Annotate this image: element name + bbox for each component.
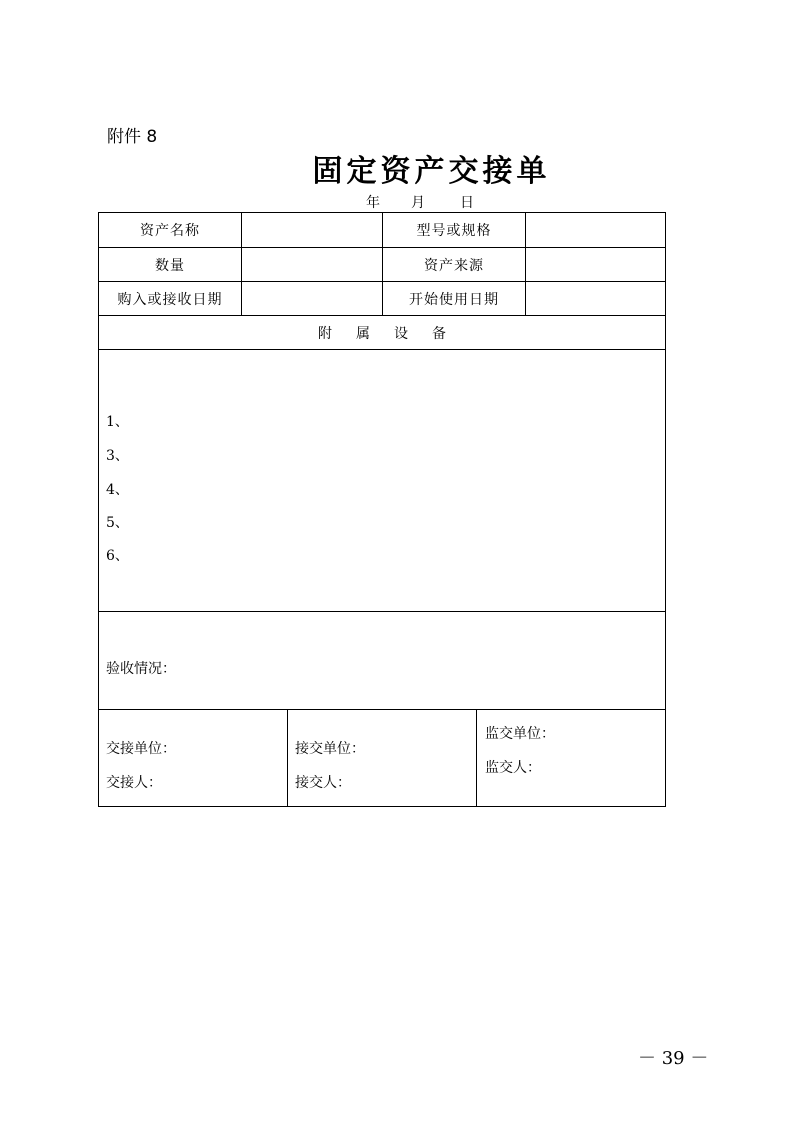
page-title: 固定资产交接单 [312,154,551,189]
accessories-header: 附属设备 [318,325,470,342]
receiver-unit-label: 接交单位： [295,741,365,757]
supervisor-person-label: 监交人： [485,760,541,776]
date-year: 年 [366,195,380,211]
asset-name-label: 资产名称 [140,223,200,239]
page-number: － 39 － [638,1048,709,1069]
purchase-date-value[interactable] [242,282,382,315]
asset-source-label: 资产来源 [424,257,484,274]
giver-unit-label: 交接单位： [106,741,176,757]
supervisor-unit-label: 监交单位： [485,726,555,742]
quantity-label: 数量 [155,257,185,274]
giver-person-label: 交接人： [106,775,162,791]
model-spec-value[interactable] [526,213,665,247]
list-item: 4、 [106,482,129,498]
start-use-date-label: 开始使用日期 [409,291,499,308]
list-item: 1、 [106,414,129,430]
asset-source-value[interactable] [526,248,665,281]
list-item: 6、 [106,548,129,564]
asset-name-value[interactable] [242,213,382,247]
receiver-person-label: 接交人： [295,775,351,791]
quantity-value[interactable] [242,248,382,281]
attachment-label: 附件 8 [107,127,158,147]
list-item: 3、 [106,448,129,464]
acceptance-label: 验收情况： [106,661,176,677]
purchase-date-label: 购入或接收日期 [117,291,223,308]
date-month: 月 [411,195,425,211]
list-item: 5、 [106,515,129,531]
model-spec-label: 型号或规格 [416,223,492,239]
handover-form [98,212,666,807]
date-day: 日 [460,195,474,211]
start-use-date-value[interactable] [526,282,665,315]
